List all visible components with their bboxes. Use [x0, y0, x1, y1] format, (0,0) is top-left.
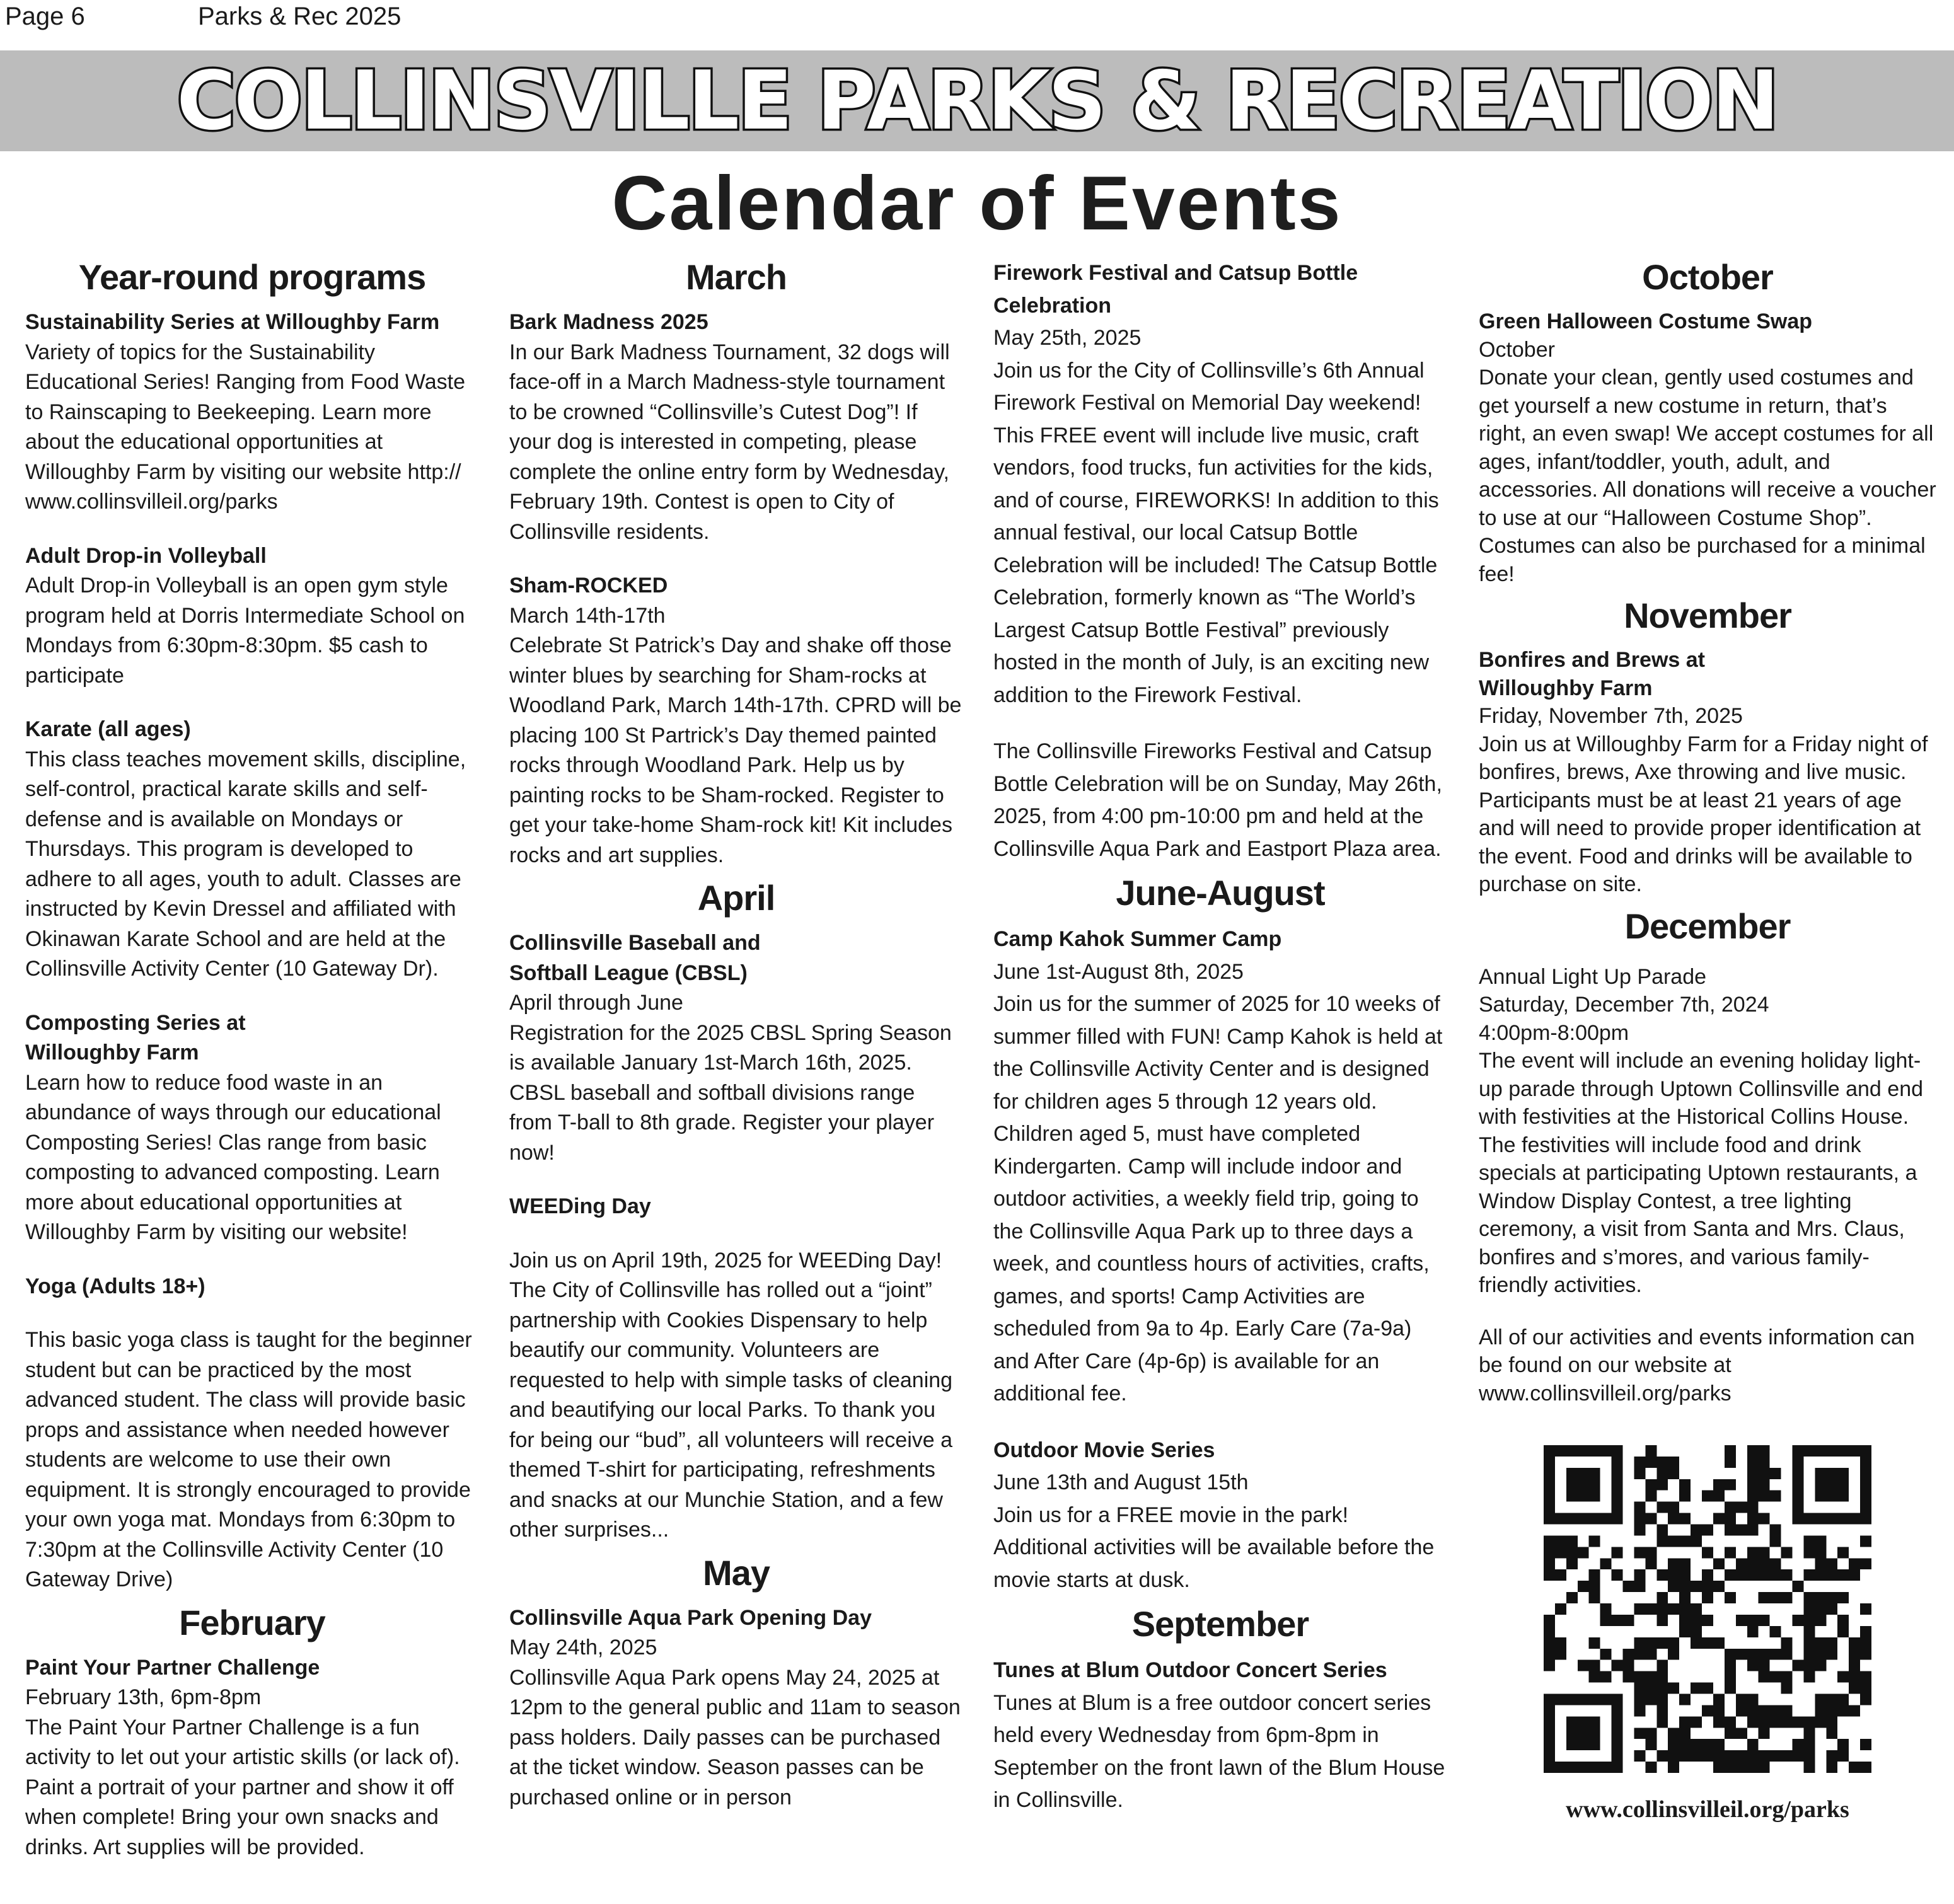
event-title: Tunes at Blum Outdoor Concert Series — [993, 1658, 1387, 1682]
event-date: Saturday, December 7th, 2024 — [1479, 993, 1769, 1017]
section-heading-april: April — [697, 878, 775, 918]
section-heading-december: December — [1624, 906, 1791, 946]
event-date: February 13th, 6pm-8pm — [25, 1685, 262, 1709]
event-title: Firework Festival and Catsup Bottle Celebration — [993, 261, 1358, 318]
section-heading-february: February — [179, 1602, 325, 1642]
event-item — [25, 1272, 479, 1595]
event-date: May 25th, 2025 — [993, 326, 1142, 350]
event-title: Collinsville Baseball and Softball League (CBSL) — [509, 931, 761, 985]
event-title: Camp Kahok Summer Camp — [993, 927, 1282, 951]
event-title: Collinsville Aqua Park Opening Day — [509, 1605, 872, 1630]
event-date: March 14th-17th — [509, 603, 666, 628]
event-title: Green Halloween Costume Swap — [1479, 309, 1813, 333]
event-title: Adult Drop-in Volleyball — [25, 543, 267, 568]
qr-block — [1479, 1445, 1936, 1824]
event-description: Join us for the summer of 2025 for 10 weeks of summer filled with FUN! Camp Kahok is held at the Collinsville Activity Center and is designed for children ages 5 through 12 years old. Children aged 5, must have completed Kindergarten. Camp will include indoor and outdoor activities, a weekly field trip, going to the Collinsville Aqua Park up to three days a week, and countless hours of activities, crafts, games, and sports! Camp Activities are scheduled from 9a to 4p. Early Care (7a-9a) and After Care (4p-6p) is available for an additional fee. — [993, 992, 1443, 1405]
event-title: Sham-ROCKED — [509, 574, 668, 597]
event-item — [993, 923, 1447, 1411]
event-description: Donate your clean, gently used costumes and get yourself a new costume in return, that’s right, an even swap! We accept costumes for all ages, infant/toddler, youth, adult, and accessories. All donations will receive a voucher to use at our “Halloween Costume Shop”. Costumes can also be purchased for a minimal fee! — [1479, 366, 1936, 586]
column-2 — [509, 252, 963, 1837]
section-heading-yearround: Year-round programs — [78, 257, 426, 297]
banner — [0, 50, 1954, 151]
event-title: Bark Madness 2025 — [509, 310, 708, 334]
event-description: The Paint Your Partner Challenge is a fun activity to let out your artistic skills (or lack of). Paint a portrait of your partner and show it off when complete! Bring your own snacks and drinks. Art supplies will be provided. — [25, 1715, 460, 1859]
event-item — [509, 1192, 963, 1545]
event-description: The Collinsville Fireworks Festival and Catsup Bottle Celebration will be on Sunday, May 26th, 2025, from 4:00 pm-10:00 pm and held at the Collinsville Aqua Park and Eastport Plaza area. — [993, 739, 1442, 861]
section-heading-september: September — [1131, 1604, 1309, 1644]
event-description: This basic yoga class is taught for the beginner student but can be practiced by the most advanced student. The class will provide basic props and assistance when needed however students are welcome to use their own equipment. It is strongly encouraged to provide your own yoga mat. Mondays from 6:30pm to 7:30pm at the Collinsville Activity Center (10 Gateway Drive) — [25, 1328, 472, 1591]
event-item — [25, 1008, 479, 1248]
section-heading-november: November — [1624, 596, 1791, 635]
page-title: Calendar of Events — [611, 160, 1343, 246]
event-item — [993, 1654, 1447, 1817]
event-description: This class teaches movement skills, discipline, self-control, practical karate skills and self-defense and is available on Mondays or Thursdays. This program is developed to adhere to all ages, youth to adult. Classes are instructed by Kevin Dressel and affiliated with Okinawan Karate School and are held at the Collinsville Activity Center (10 Gateway Dr). — [25, 747, 466, 981]
event-item — [509, 928, 963, 1168]
event-description: Celebrate St Patrick’s Day and shake off those winter blues by searching for Sham-rocks at Woodland Park, March 14th-17th. CPRD will be placing 100 St Partrick’s Day themed painted rocks through Woodland Park. Help us by painting rocks to be Sham-rocked. Register to get your take-home Sham-rock kit! Kit includes rocks and art supplies. — [509, 633, 962, 867]
column-4 — [1479, 252, 1936, 1824]
event-title: Outdoor Movie Series — [993, 1438, 1215, 1462]
event-description: Join us for a FREE movie in the park! Additional activities will be available before the movie starts at dusk. — [993, 1503, 1435, 1592]
event-item — [509, 571, 963, 870]
event-time: 4:00pm-8:00pm — [1479, 1020, 1629, 1045]
event-description: Collinsville Aqua Park opens May 24, 2025 at 12pm to the general public and 11am to season pass holders. Daily passes can be purchased at the ticket window. Season passes can be purchased online or in person — [509, 1665, 961, 1809]
banner-title: COLLINSVILLE PARKS & RECREATION — [176, 54, 1778, 148]
event-date: April through June — [509, 991, 683, 1015]
event-title: Sustainability Series at Willoughby Farm — [25, 310, 440, 334]
page-number: Page 6 — [5, 3, 85, 30]
footer-note-text: All of our activities and events information can be found on our website at www.collinsvilleil.org/parks — [1479, 1325, 1915, 1405]
event-item — [993, 736, 1447, 865]
event-description: Variety of topics for the Sustainability Educational Series! Ranging from Food Waste to Rainscaping to Beekeeping. Learn more about the educational opportunities at Willoughby Farm by visiting our website http:// www.collinsvilleil.org/parks — [25, 340, 465, 514]
event-title: Bonfires and Brews at Willoughby Farm — [1479, 648, 1705, 700]
event-item — [1479, 963, 1936, 1300]
section-heading-march: March — [686, 257, 787, 297]
event-description: Adult Drop-in Volleyball is an open gym style program held at Dorris Intermediate School on Mondays from 6:30pm-8:30pm. $5 cash to participate — [25, 574, 465, 688]
event-item — [25, 715, 479, 984]
event-description: Tunes at Blum is a free outdoor concert series held every Wednesday from 6pm-8pm in September on the front lawn of the Blum House in Collinsville. — [993, 1690, 1445, 1812]
event-item — [25, 308, 479, 517]
section-heading-october: October — [1642, 257, 1773, 297]
column-1 — [25, 252, 479, 1886]
event-date: Friday, November 7th, 2025 — [1479, 704, 1743, 728]
event-title: Yoga (Adults 18+) — [25, 1274, 205, 1298]
event-date: May 24th, 2025 — [509, 1636, 657, 1659]
qr-code-icon[interactable] — [1544, 1445, 1871, 1773]
event-date: October — [1479, 337, 1555, 362]
event-item — [1479, 646, 1936, 899]
event-item — [1479, 308, 1936, 588]
event-title: WEEDing Day — [509, 1194, 651, 1218]
qr-url: www.collinsvilleil.org/parks — [1566, 1796, 1849, 1823]
section-heading-june-august: June-August — [1116, 873, 1325, 913]
event-item — [993, 1434, 1447, 1597]
event-description: Join us on April 19th, 2025 for WEEDing Day! The City of Collinsville has rolled out a “joint” partnership with Cookies Dispensary to help beautify our community. Volunteers are requested to help with simple tasks of cleaning and beautifying our local Parks. To thank you for being our “bud”, all volunteers will receive a themed T-shirt for participating, refreshments and snacks at our Munchie Station, and a few other surprises... — [509, 1248, 953, 1542]
event-title: Karate (all ages) — [25, 717, 191, 741]
event-description: Learn how to reduce food waste in an abundance of ways through our educational Composting Series! Clas range from basic composting to advanced composting. Learn more about educational opportunities at Willoughby Farm by visiting our website! — [25, 1070, 441, 1244]
event-date: June 13th and August 15th — [993, 1470, 1249, 1494]
event-description: Join us for the City of Collinsville’s 6th Annual Firework Festival on Memorial Day weekend! This FREE event will include live music, craft vendors, food trucks, fun activities for the kids, and of course, FIREWORKS! In addition to this annual festival, our local Catsup Bottle Celebration will be included! The Catsup Bottle Celebration, formerly known as “The World’s Largest Catsup Bottle Festival” previously hosted in the month of July, is an exciting new addition to the Firework Festival. — [993, 358, 1439, 707]
event-description: In our Bark Madness Tournament, 32 dogs will face-off in a March Madness-style tournament to be crowned “Collinsville’s Cutest Dog”! If your dog is interested in competing, please complete the online entry form by Wednesday, February 19th. Contest is open to City of Collinsville residents. — [509, 340, 950, 544]
event-description: Registration for the 2025 CBSL Spring Season is available January 1st-March 16th, 2025. CBSL baseball and softball divisions range from T-ball to 8th grade. Register your player now! — [509, 1020, 952, 1165]
page-header — [0, 0, 1954, 38]
section-heading-may: May — [703, 1552, 770, 1593]
column-3 — [993, 257, 1447, 1841]
footer-note — [1479, 1324, 1936, 1408]
event-title: Paint Your Partner Challenge — [25, 1655, 320, 1680]
event-title: Annual Light Up Parade — [1479, 964, 1707, 989]
event-item — [509, 1603, 963, 1813]
event-title: Composting Series at Willoughby Farm — [25, 1010, 246, 1065]
event-item — [509, 308, 963, 547]
event-date: June 1st-August 8th, 2025 — [993, 959, 1244, 984]
event-item — [25, 541, 479, 691]
event-item — [993, 257, 1447, 712]
publication-name: Parks & Rec 2025 — [198, 3, 402, 30]
event-description: Join us at Willoughby Farm for a Friday night of bonfires, brews, Axe throwing and live music. Participants must be at least 21 years of age and will need to provide proper identification at the event. Food and drinks will be available to purchase on site. — [1479, 732, 1928, 896]
event-description: The event will include an evening holiday light-up parade through Uptown Collinsville and end with festivities at the Historical Collins House. The festivities will include food and drink specials at participating Uptown restaurants, a Window Display Contest, a tree lighting ceremony, a visit from Santa and Mrs. Claus, bonfires and s’mores, and various family-friendly activities. — [1479, 1049, 1924, 1297]
event-item — [25, 1653, 479, 1863]
